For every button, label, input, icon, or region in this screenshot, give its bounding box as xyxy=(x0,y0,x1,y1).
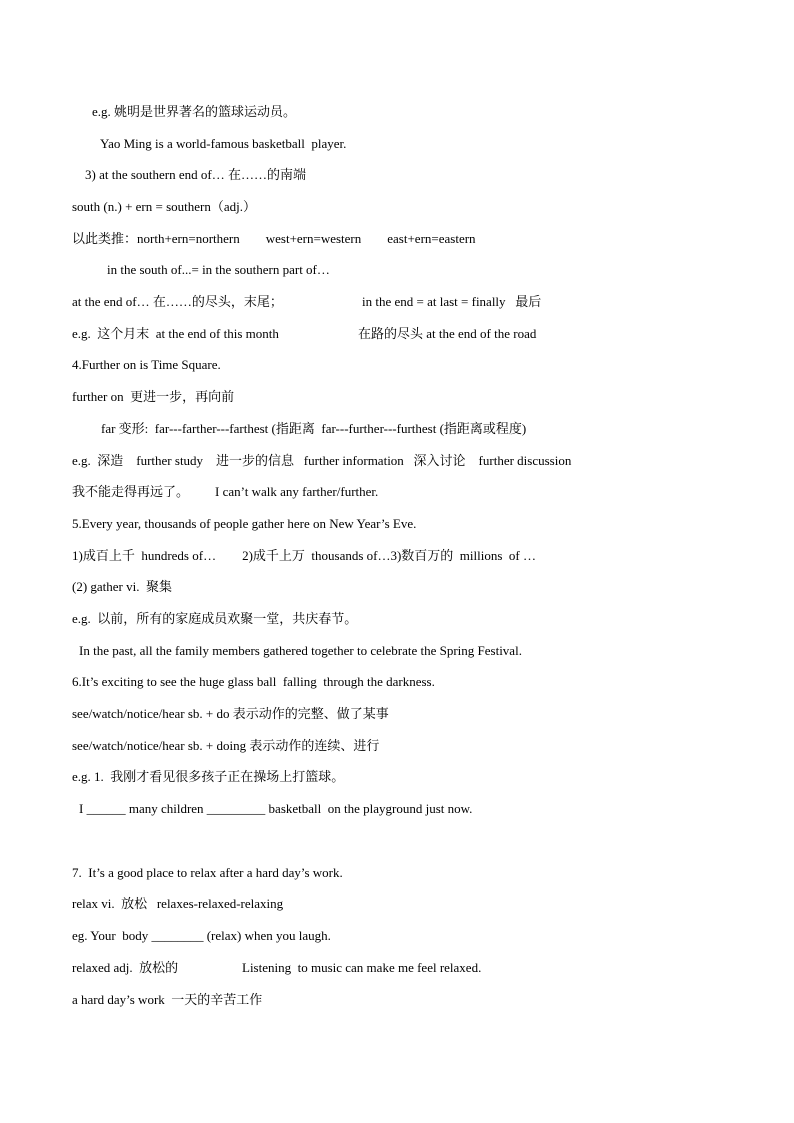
text-line: e.g. 深造 further study 进一步的信息 further information 深入讨论 further discussion xyxy=(72,453,572,468)
text-line: far 变形: far---farther---farthest (指距离 far---further---furthest (指距离或程度) xyxy=(101,421,527,436)
text-line: Listening to music can make me feel relaxed. xyxy=(242,960,482,975)
text-line: e.g. 这个月末 at the end of this month xyxy=(72,326,279,341)
text-line: 5.Every year, thousands of people gather here on New Year’s Eve. xyxy=(72,516,417,531)
text-line: 7. It’s a good place to relax after a hard day’s work. xyxy=(72,865,343,880)
text-line: I ______ many children _________ basketball on the playground just now. xyxy=(79,801,473,816)
text-line: e.g. 姚明是世界著名的篮球运动员。 xyxy=(92,104,297,119)
text-line: at the end of… 在……的尽头，末尾； xyxy=(72,294,283,309)
text-line: 1)成百上千 hundreds of… 2)成千上万 thousands of…3)数百万的 millions of … xyxy=(72,548,537,563)
text-line: see/watch/notice/hear sb. + doing 表示动作的连续、进行 xyxy=(72,738,380,753)
text-line: 3) at the southern end of… 在……的南端 xyxy=(85,167,306,182)
text-line: see/watch/notice/hear sb. + do 表示动作的完整、做了某事 xyxy=(72,706,389,721)
text-line: further on 更进一步，再向前 xyxy=(72,389,235,404)
text-line: in the end = at last = finally 最后 xyxy=(362,294,542,309)
text-line: eg. Your body ________ (relax) when you laugh. xyxy=(72,928,331,943)
text-line: 我不能走得再远了。 I can’t walk any farther/further. xyxy=(72,484,379,499)
text-line: a hard day’s work 一天的辛苦工作 xyxy=(72,992,263,1007)
text-line: 4.Further on is Time Square. xyxy=(72,357,221,372)
text-line: e.g. 1. 我刚才看见很多孩子正在操场上打篮球。 xyxy=(72,769,345,784)
text-line: relaxed adj. 放松的 xyxy=(72,960,179,975)
text-line: Yao Ming is a world-famous basketball player. xyxy=(100,136,347,151)
text-line: 在路的尽头 at the end of the road xyxy=(358,326,537,341)
text-line: (2) gather vi. 聚集 xyxy=(72,579,173,594)
text-line: in the south of...= in the southern part of… xyxy=(107,262,330,277)
text-line: 以此类推：north+ern=northern west+ern=western east+ern=eastern xyxy=(72,231,476,246)
text-line: In the past, all the family members gathered together to celebrate the Spring Festival. xyxy=(79,643,522,658)
text-line: south (n.) + ern = southern（adj.） xyxy=(72,199,256,214)
text-line: e.g. 以前，所有的家庭成员欢聚一堂，共庆春节。 xyxy=(72,611,358,626)
text-line: 6.It’s exciting to see the huge glass ball falling through the darkness. xyxy=(72,674,435,689)
text-line: relax vi. 放松 relaxes-relaxed-relaxing xyxy=(72,896,284,911)
